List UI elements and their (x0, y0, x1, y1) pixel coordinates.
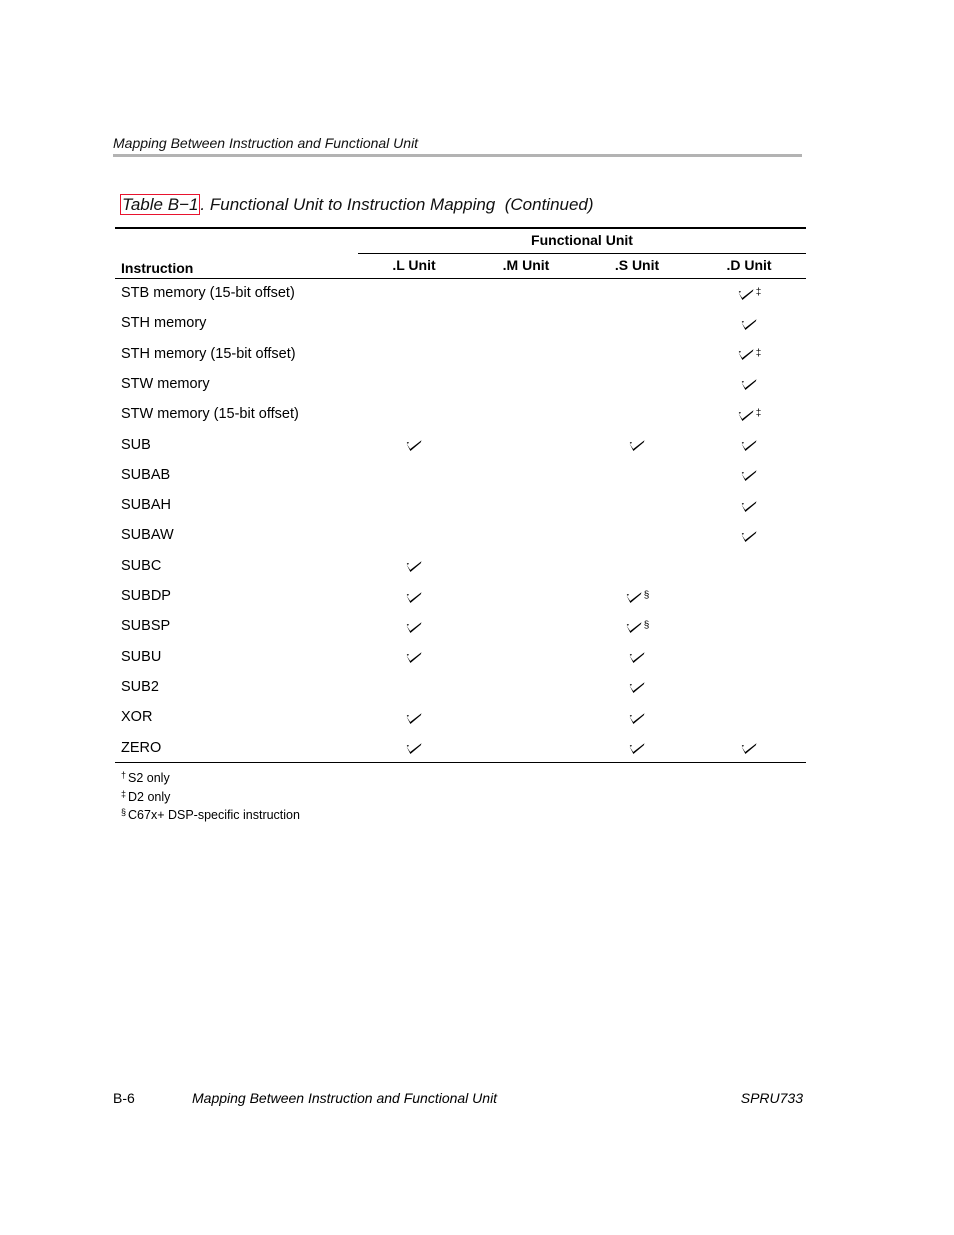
check-mark-s-unit (582, 739, 692, 757)
footnote-symbol: ‡ (121, 788, 127, 799)
check-mark-l-unit (359, 557, 469, 575)
table-row (0, 436, 954, 466)
header-l-unit: .L Unit (392, 257, 436, 273)
check-icon (405, 741, 423, 755)
table-row (0, 739, 954, 769)
check-mark-d-unit (694, 375, 804, 393)
table-row (0, 648, 954, 678)
check-icon (405, 711, 423, 725)
check-icon (740, 438, 758, 452)
caption-title: Functional Unit to Instruction Mapping (209, 195, 496, 214)
footnotes (121, 768, 300, 824)
check-mark-l-unit (359, 648, 469, 666)
check-mark-s-unit (582, 648, 692, 666)
check-mark-l-unit (359, 708, 469, 726)
table-row (0, 678, 954, 708)
instruction-name: SUBAB (121, 466, 171, 483)
check-mark-s-unit (582, 617, 692, 635)
check-mark-d-unit (694, 496, 804, 514)
check-icon (737, 347, 755, 361)
check-icon (405, 620, 423, 634)
caption-separator: . (200, 195, 206, 214)
instruction-name: SUBSP (121, 618, 171, 635)
check-icon (405, 590, 423, 604)
check-mark-s-unit (582, 708, 692, 726)
instruction-name: STB memory (15-bit offset) (121, 285, 295, 301)
instruction-name: STH memory (15-bit offset) (121, 345, 296, 362)
table-row (0, 617, 954, 647)
footnote (121, 787, 300, 806)
header-m-unit: .M Unit (502, 257, 550, 273)
check-mark-l-unit (359, 739, 469, 757)
check-icon (740, 377, 758, 391)
table-top-rule (115, 227, 806, 229)
table-row (0, 557, 954, 587)
instruction-name: SUB (121, 436, 151, 453)
check-icon (740, 529, 758, 543)
instruction-name: STW memory (121, 375, 210, 392)
table-row (0, 314, 954, 344)
footnote-text: D2 only (128, 789, 171, 804)
footer-page-number: B-6 (113, 1090, 135, 1106)
instruction-name: SUBAH (121, 497, 171, 514)
table-row (0, 466, 954, 496)
check-icon (740, 741, 758, 755)
footnote-symbol: † (121, 770, 127, 780)
table-row (0, 284, 954, 314)
table-reference-link[interactable]: Table B−1 (122, 195, 199, 214)
table-row (0, 708, 954, 738)
check-icon (405, 559, 423, 573)
check-mark-d-unit (694, 405, 804, 423)
instruction-name: SUBDP (121, 588, 171, 604)
check-icon (628, 741, 646, 755)
instruction-name: STW memory (15-bit offset) (121, 406, 299, 423)
running-header: Mapping Between Instruction and Functional Unit (113, 135, 419, 151)
check-mark-d-unit (694, 284, 804, 302)
header-bottom-rule (115, 278, 806, 279)
check-icon (625, 620, 643, 634)
footnote (121, 768, 300, 787)
check-icon (740, 317, 758, 331)
check-mark-d-unit (694, 466, 804, 484)
check-mark-l-unit (359, 617, 469, 635)
group-header-rule (358, 253, 806, 254)
check-icon (628, 650, 646, 664)
footnote-marker: ‡ (755, 408, 762, 420)
table-row (0, 526, 954, 556)
instruction-name: XOR (121, 709, 153, 726)
check-mark-s-unit (582, 587, 692, 605)
instruction-name: ZERO (121, 739, 162, 756)
check-icon (405, 438, 423, 452)
check-mark-d-unit (694, 314, 804, 332)
footnote-marker: § (643, 620, 650, 632)
check-icon (740, 499, 758, 513)
table-caption (120, 195, 594, 215)
check-mark-s-unit (582, 678, 692, 696)
instruction-name: STH memory (121, 315, 207, 332)
header-s-unit: .S Unit (614, 257, 660, 273)
footnote-text: C67x+ DSP-specific instruction (128, 808, 300, 822)
check-icon (737, 287, 755, 301)
check-icon (405, 650, 423, 664)
check-icon (628, 438, 646, 452)
table-row (0, 496, 954, 526)
instruction-name: SUBC (121, 557, 162, 574)
footnote-marker: § (643, 590, 650, 601)
instruction-name: SUB2 (121, 678, 159, 695)
header-instruction: Instruction (121, 260, 194, 276)
footnote-text: S2 only (128, 771, 170, 785)
footnote (121, 805, 300, 824)
check-mark-d-unit (694, 345, 804, 363)
footnote-marker: ‡ (755, 287, 762, 298)
check-icon (737, 408, 755, 422)
check-icon (740, 468, 758, 482)
header-rule (113, 154, 802, 157)
check-mark-d-unit (694, 436, 804, 454)
instruction-name: SUBAW (121, 527, 174, 544)
instruction-name: SUBU (121, 648, 162, 665)
table-row (0, 405, 954, 435)
check-mark-d-unit (694, 739, 804, 757)
table-row (0, 375, 954, 405)
check-mark-l-unit (359, 587, 469, 605)
check-mark-d-unit (694, 526, 804, 544)
footnote-symbol: § (121, 807, 127, 817)
footnote-marker: ‡ (755, 347, 762, 359)
check-mark-s-unit (582, 436, 692, 454)
caption-continued: (Continued) (504, 195, 594, 214)
header-d-unit: .D Unit (726, 257, 772, 273)
check-icon (628, 680, 646, 694)
footer-doc-id: SPRU733 (740, 1090, 803, 1106)
table-row (0, 345, 954, 375)
check-mark-l-unit (359, 436, 469, 454)
group-header-functional-unit: Functional Unit (531, 232, 633, 248)
footer-title: Mapping Between Instruction and Functional Unit (192, 1090, 498, 1106)
check-icon (628, 711, 646, 725)
check-icon (625, 590, 643, 604)
table-row (0, 587, 954, 617)
